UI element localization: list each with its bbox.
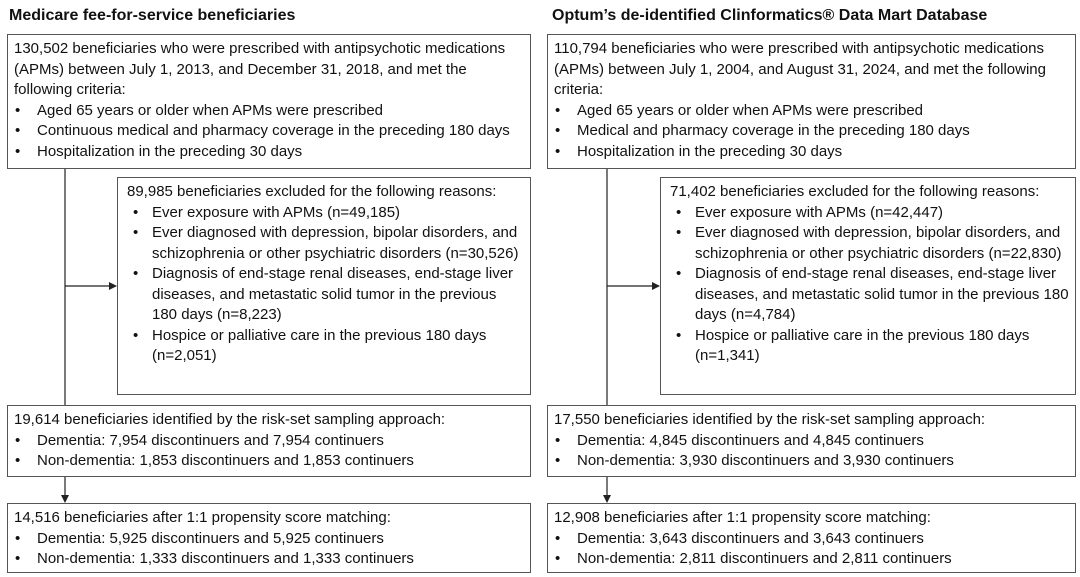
right-initial-cohort-text: 110,794 beneficiaries who were prescribed with antipsychotic medications (APMs) between July 1, 2004, and August 31, 2024, and met the following criteria: xyxy=(554,40,1046,98)
left-initial-cohort-text: 130,502 beneficiaries who were prescribed with antipsychotic medications (APMs) between July 1, 2013, and December 31, 2018, and met the following criteria: xyxy=(14,40,506,98)
left-riskset-box xyxy=(7,405,531,477)
right-exclusion-header: 71,402 beneficiaries excluded for the following reasons: xyxy=(670,183,1040,200)
left-inclusion-criterion: • Continuous medical and pharmacy coverage in the preceding 180 days xyxy=(14,121,524,142)
right-matched-list xyxy=(554,529,1069,570)
right-inclusion-criterion: • Medical and pharmacy coverage in the preceding 180 days xyxy=(554,121,1069,142)
right-inclusion-criterion: • Hospitalization in the preceding 30 days xyxy=(554,142,1069,163)
right-matched-item: • Dementia: 3,643 discontinuers and 3,643 continuers xyxy=(554,529,1069,550)
left-matched-list xyxy=(14,529,524,570)
left-riskset-list xyxy=(14,431,524,472)
left-riskset-text: 19,614 beneficiaries identified by the risk-set sampling approach: xyxy=(14,411,446,428)
left-exclusion-header: 89,985 beneficiaries excluded for the following reasons: xyxy=(127,183,497,200)
left-column-title: Medicare fee-for-service beneficiaries xyxy=(9,7,296,24)
right-inclusion-criteria-list xyxy=(554,101,1069,163)
left-exclusion-reason: • Ever diagnosed with depression, bipolar disorders, and schizophrenia or other psychiatric disorders (n=30,526) xyxy=(127,223,524,264)
left-initial-cohort-box xyxy=(7,34,531,169)
left-exclusion-box xyxy=(117,177,531,395)
right-riskset-item: • Non-dementia: 3,930 discontinuers and 3,930 continuers xyxy=(554,451,1069,472)
right-exclusion-reason: • Ever exposure with APMs (n=42,447) xyxy=(670,203,1069,224)
right-column-title: Optum’s de-identified Clinformatics® Data Mart Database xyxy=(552,7,988,24)
right-riskset-item: • Dementia: 4,845 discontinuers and 4,845 continuers xyxy=(554,431,1069,452)
right-exclusion-box xyxy=(660,177,1076,395)
right-riskset-text: 17,550 beneficiaries identified by the risk-set sampling approach: xyxy=(554,411,986,428)
right-exclusion-reasons-list xyxy=(670,203,1069,367)
right-exclusion-reason: • Diagnosis of end-stage renal diseases, end-stage liver diseases, and metastatic solid tumor in the previous 180 days (n=4,784) xyxy=(670,264,1069,326)
right-matched-item: • Non-dementia: 2,811 discontinuers and 2,811 continuers xyxy=(554,549,1069,570)
left-riskset-item: • Dementia: 7,954 discontinuers and 7,954 continuers xyxy=(14,431,524,452)
left-matched-item: • Non-dementia: 1,333 discontinuers and 1,333 continuers xyxy=(14,549,524,570)
right-matched-text: 12,908 beneficiaries after 1:1 propensity score matching: xyxy=(554,509,931,526)
left-inclusion-criterion: • Hospitalization in the preceding 30 days xyxy=(14,142,524,163)
left-inclusion-criterion: • Aged 65 years or older when APMs were prescribed xyxy=(14,101,524,122)
left-matched-box xyxy=(7,503,531,573)
right-matched-box xyxy=(547,503,1076,573)
left-exclusion-reason: • Ever exposure with APMs (n=49,185) xyxy=(127,203,524,224)
left-exclusion-reason: • Hospice or palliative care in the previous 180 days (n=2,051) xyxy=(127,326,524,367)
left-riskset-item: • Non-dementia: 1,853 discontinuers and 1,853 continuers xyxy=(14,451,524,472)
left-exclusion-reasons-list xyxy=(127,203,524,367)
right-exclusion-reason: • Hospice or palliative care in the previous 180 days (n=1,341) xyxy=(670,326,1069,367)
left-matched-item: • Dementia: 5,925 discontinuers and 5,925 continuers xyxy=(14,529,524,550)
right-riskset-box xyxy=(547,405,1076,477)
right-inclusion-criterion: • Aged 65 years or older when APMs were prescribed xyxy=(554,101,1069,122)
left-matched-text: 14,516 beneficiaries after 1:1 propensity score matching: xyxy=(14,509,391,526)
left-exclusion-reason: • Diagnosis of end-stage renal diseases, end-stage liver diseases, and metastatic solid tumor in the previous 180 days (n=8,223) xyxy=(127,264,524,326)
left-inclusion-criteria-list xyxy=(14,101,524,163)
right-exclusion-reason: • Ever diagnosed with depression, bipolar disorders, and schizophrenia or other psychiatric disorders (n=22,830) xyxy=(670,223,1069,264)
right-initial-cohort-box xyxy=(547,34,1076,169)
right-riskset-list xyxy=(554,431,1069,472)
